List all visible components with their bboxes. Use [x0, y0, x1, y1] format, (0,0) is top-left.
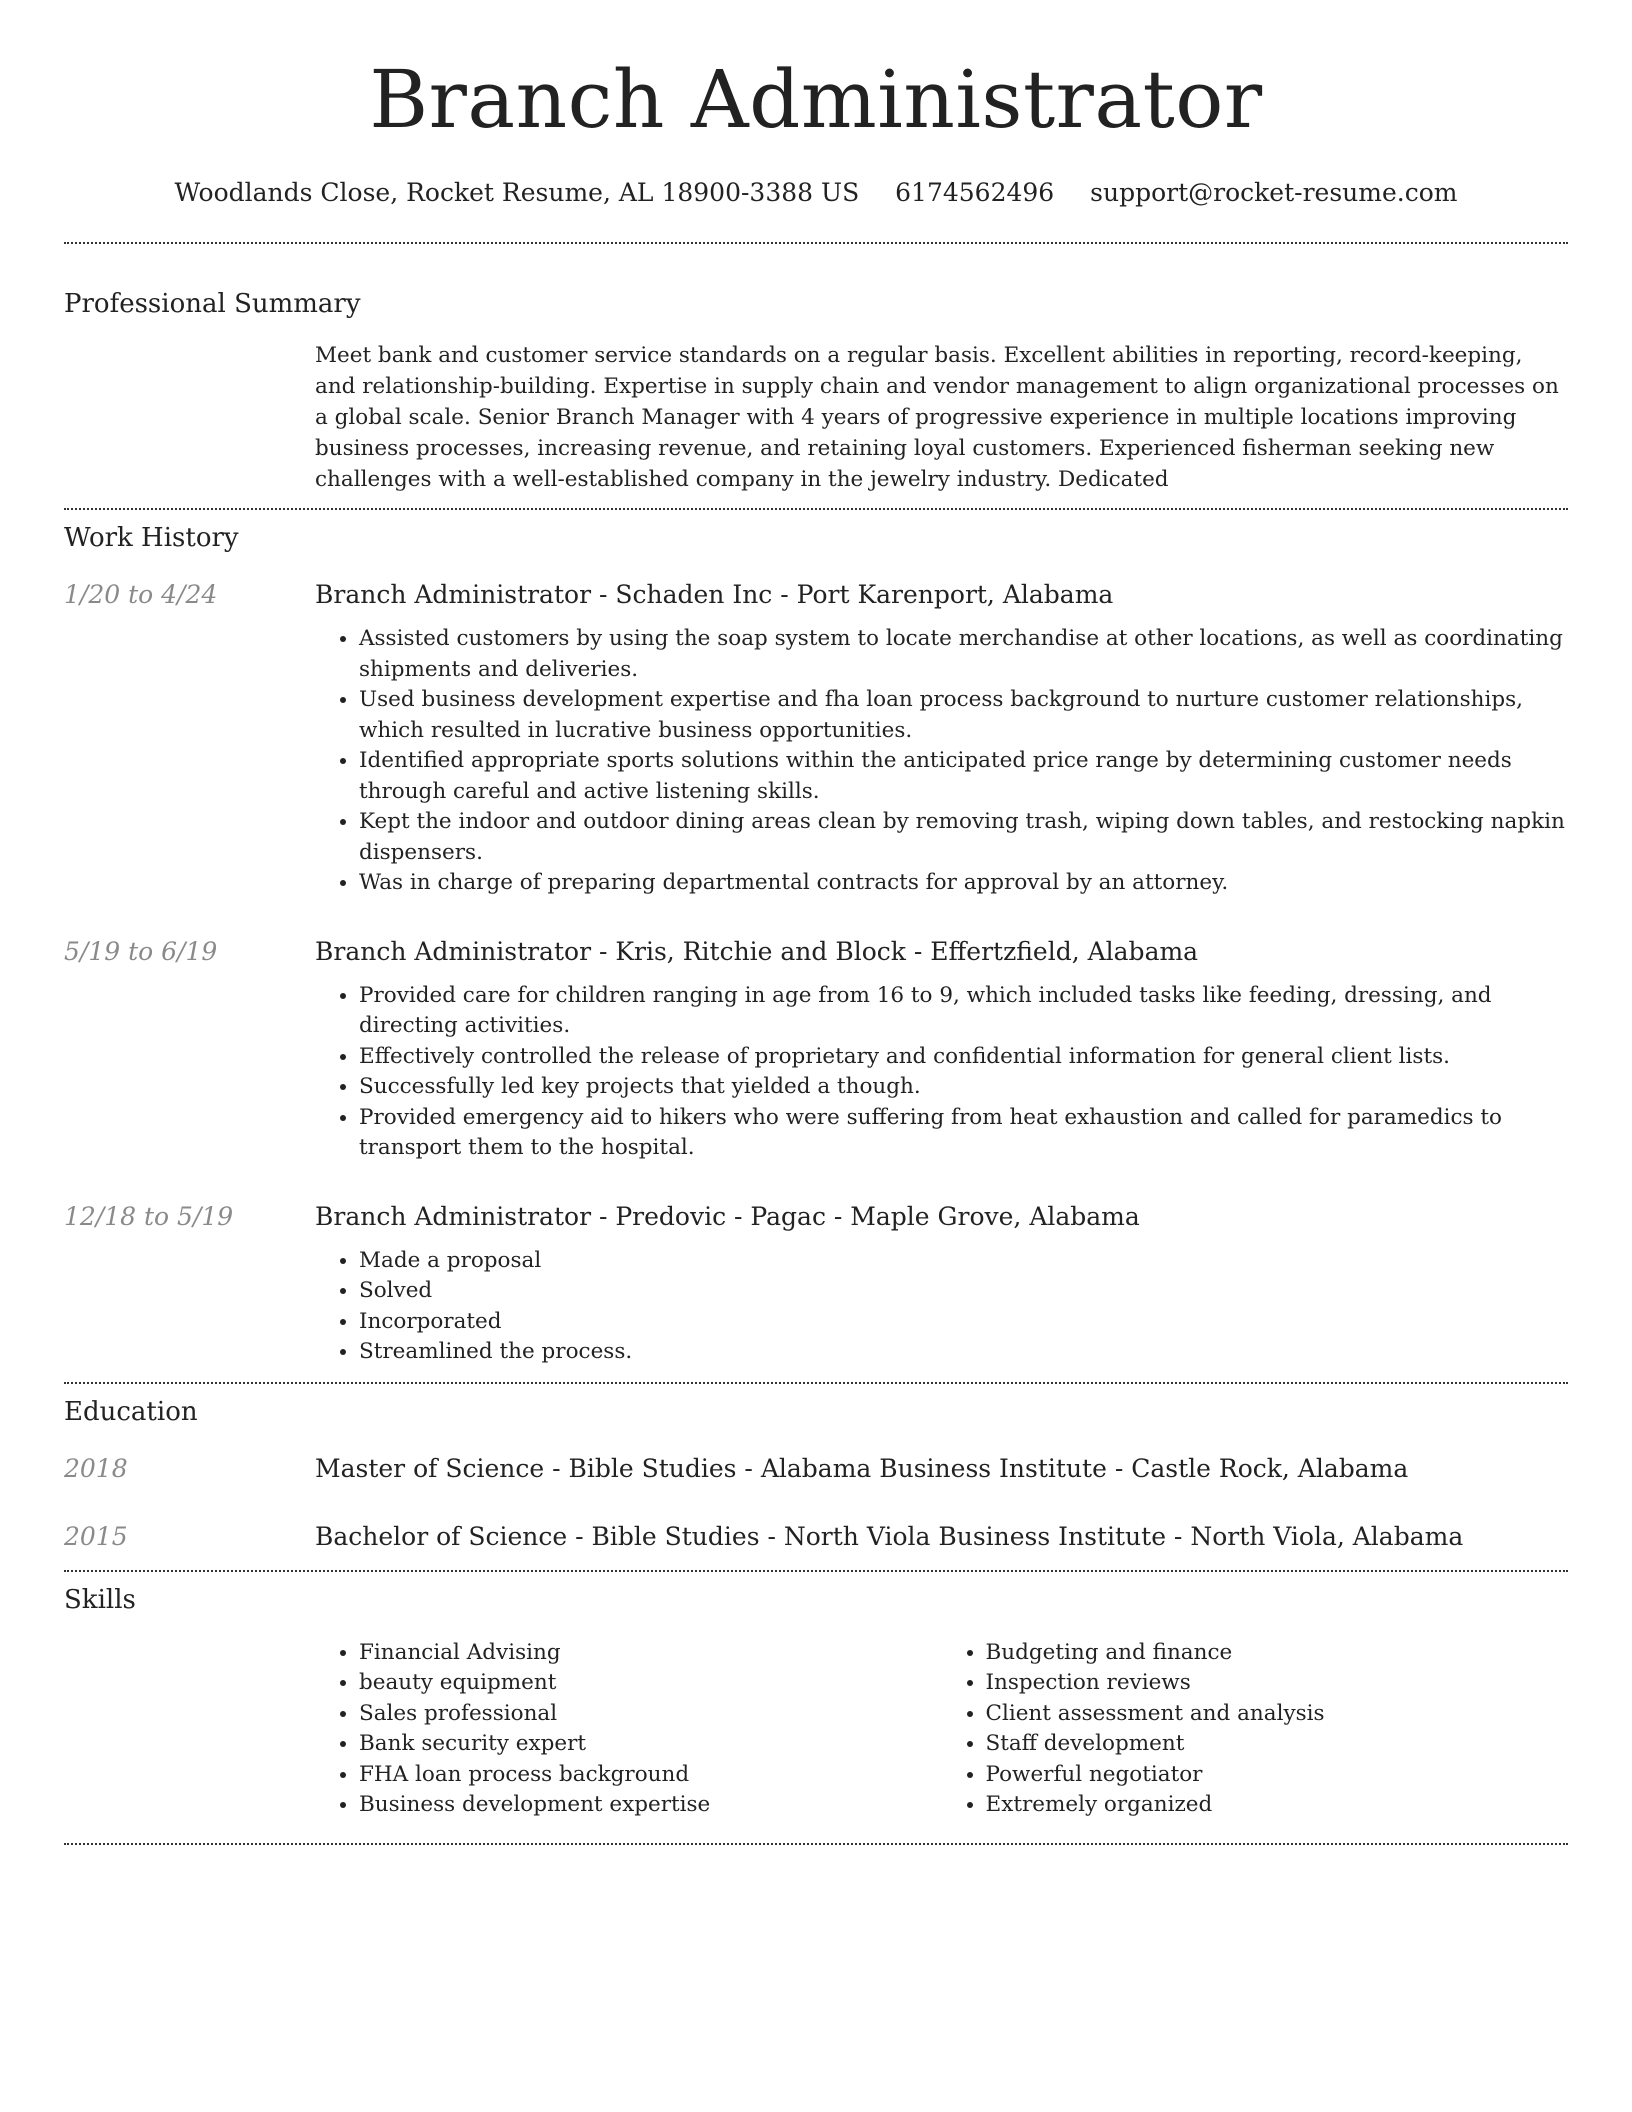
job-title: Branch Administrator - Schaden Inc - Port Karenport, Alabama [315, 580, 1114, 609]
list-item: • Streamlined the process. [359, 1337, 1568, 1368]
summary-text: Meet bank and customer service standards on a regular basis. Excellent abilities in reporting, record-keeping, and relationship-building. Expertise in supply chain and vendor management to align organizational processes on a global scale. Senior Branch Manager with 4 years of progressive experience in multiple locations improving business processes, increasing revenue, and retaining loyal customers. Experienced fisherman seeking new challenges with a well-established company in the jewelry industry. Dedicated [315, 343, 1559, 492]
skill-item: • Business development expertise [359, 1790, 942, 1821]
candidate-name: Branch Administrator [369, 53, 1263, 146]
skill-item: • Sales professional [359, 1699, 942, 1730]
resume-page [64, 0, 1568, 1845]
job-title: Branch Administrator - Kris, Ritchie and Block - Effertzfield, Alabama [315, 936, 1199, 966]
job-entry [64, 578, 1568, 899]
list-item: • Made a proposal [359, 1246, 1568, 1277]
education-section [64, 1384, 1568, 1554]
job-title: Branch Administrator - Predovic - Pagac - Maple Grove, Alabama [315, 1201, 1140, 1231]
list-item: • Provided emergency aid to hikers who were suffering from heat exhaustion and called for paramedics to transport them to the hospital. [359, 1103, 1568, 1164]
skill-item: • Staff development [986, 1729, 1569, 1760]
education-year: 2018 [64, 1453, 128, 1483]
job-bullets [315, 1246, 1568, 1368]
job-bullets [315, 624, 1568, 899]
education-degree: Master of Science - Bible Studies - Alabama Business Institute - Castle Rock, Alabama [315, 1453, 1409, 1483]
work-history-section [64, 510, 1568, 1368]
skills-column-left [315, 1638, 942, 1821]
list-item: • Was in charge of preparing departmental contracts for approval by an attorney. [359, 868, 1568, 899]
skill-item: • Inspection reviews [986, 1668, 1569, 1699]
list-item: • Incorporated [359, 1307, 1568, 1338]
summary-section [64, 288, 1568, 495]
list-item: • Successfully led key projects that yielded a though. [359, 1072, 1568, 1103]
skill-item: • Budgeting and finance [986, 1638, 1569, 1669]
job-entry [64, 1200, 1568, 1368]
contact-email: support@rocket-resume.com [1090, 178, 1458, 207]
skills-grid [315, 1638, 1568, 1821]
contact-address: Woodlands Close, Rocket Resume, AL 18900-3388 US [174, 178, 860, 207]
job-dates: 5/19 to 6/19 [64, 936, 218, 966]
list-item: • Used business development expertise and fha loan process background to nurture customer relationships, which resulted in lucrative business opportunities. [359, 685, 1568, 746]
list-item: • Assisted customers by using the soap system to locate merchandise at other locations, as well as coordinating shipments and deliveries. [359, 624, 1568, 685]
contact-line [64, 178, 1568, 208]
job-bullets [315, 981, 1568, 1164]
skill-item: • FHA loan process background [359, 1760, 942, 1791]
education-degree: Bachelor of Science - Bible Studies - North Viola Business Institute - North Viola, Alabama [315, 1521, 1464, 1551]
list-item: • Effectively controlled the release of proprietary and confidential information for general client lists. [359, 1042, 1568, 1073]
list-item: • Provided care for children ranging in age from 16 to 9, which included tasks like feeding, dressing, and directing activities. [359, 981, 1568, 1042]
skills-section [64, 1572, 1568, 1821]
skill-item: • Financial Advising [359, 1638, 942, 1669]
section-divider [64, 242, 1568, 244]
list-item: • Solved [359, 1276, 1568, 1307]
job-entry [64, 935, 1568, 1164]
education-year: 2015 [64, 1521, 128, 1551]
education-entry [64, 1520, 1568, 1554]
skill-item: • beauty equipment [359, 1668, 942, 1699]
skills-column-right [942, 1638, 1569, 1821]
section-divider [64, 1843, 1568, 1845]
education-entry [64, 1452, 1568, 1486]
job-dates: 12/18 to 5/19 [64, 1201, 234, 1231]
skills-heading: Skills [64, 1584, 136, 1615]
job-dates: 1/20 to 4/24 [64, 580, 218, 609]
skill-item: • Extremely organized [986, 1790, 1569, 1821]
contact-phone: 6174562496 [895, 178, 1055, 207]
summary-heading: Professional Summary [64, 289, 361, 319]
skill-item: • Client assessment and analysis [986, 1699, 1569, 1730]
skill-item: • Powerful negotiator [986, 1760, 1569, 1791]
list-item: • Kept the indoor and outdoor dining areas clean by removing trash, wiping down tables, and restocking napkin dispensers. [359, 807, 1568, 868]
skill-item: • Bank security expert [359, 1729, 942, 1760]
work-history-heading: Work History [64, 523, 239, 553]
list-item: • Identified appropriate sports solutions within the anticipated price range by determining customer needs through careful and active listening skills. [359, 746, 1568, 807]
education-heading: Education [64, 1396, 198, 1427]
